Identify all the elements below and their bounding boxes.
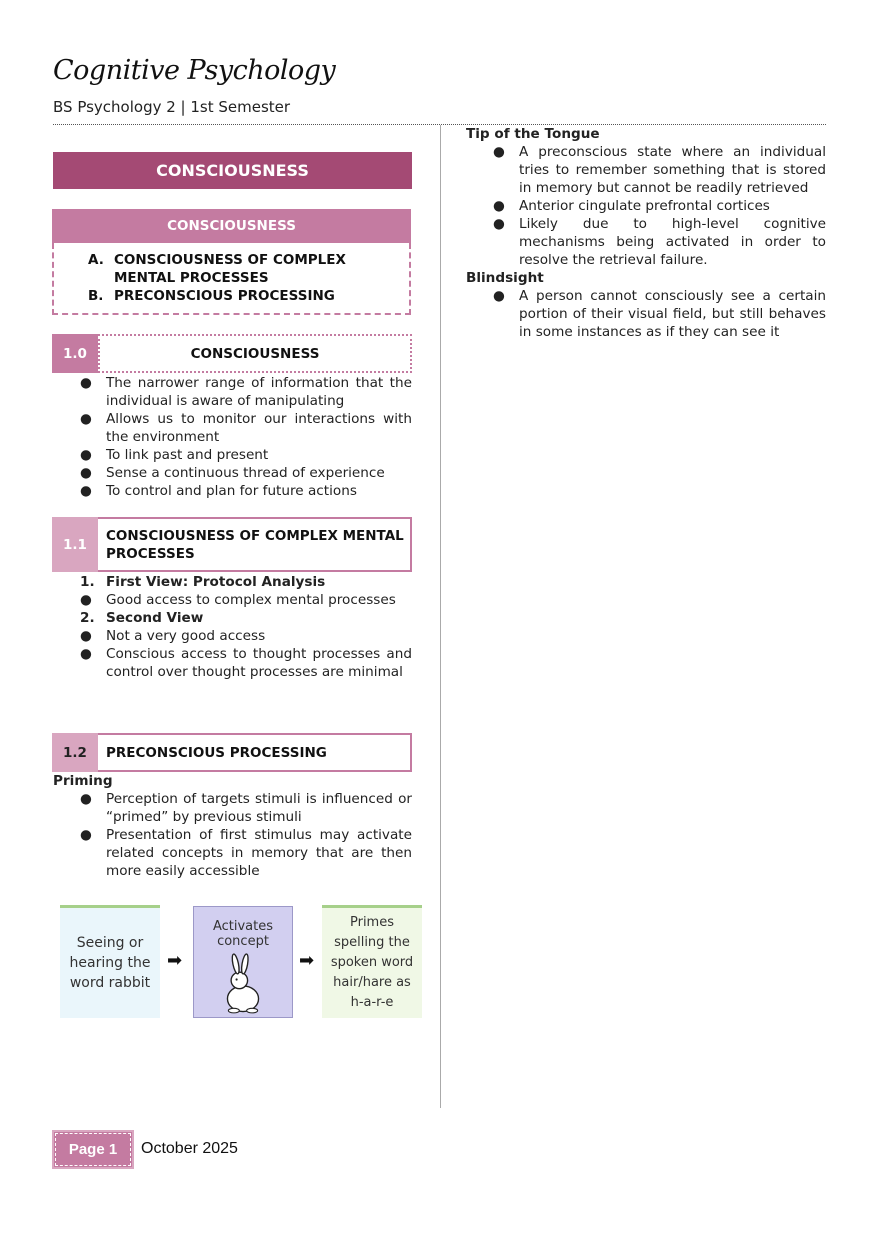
list-item: ● Likely due to high-level cognitive mechanisms being activated in order to resolve the retrieval failure.	[493, 216, 826, 268]
section-number-1-0: 1.0	[52, 334, 98, 373]
list-item: ● Presentation of first stimulus may activate related concepts in memory that are then more easily accessible	[80, 827, 412, 879]
blindsight-heading: Blindsight	[466, 270, 544, 286]
list-item: ● Good access to complex mental processes	[80, 592, 396, 608]
section-number-1-2: 1.2	[52, 733, 98, 772]
list-item: ● Anterior cingulate prefrontal cortices	[493, 198, 770, 214]
document-title: Cognitive Psychology	[53, 55, 336, 86]
list-item: ● A preconscious state where an individual tries to remember something that is stored in memory but cannot be readily retrieved	[493, 144, 826, 196]
list-item: ● Sense a continuous thread of experience	[80, 465, 385, 481]
chapter-banner: CONSCIOUSNESS	[53, 152, 412, 189]
list-item: ● A person cannot consciously see a certain portion of their visual field, but still behaves in some instances as if they can see it	[493, 288, 826, 340]
right-arrow-icon: ➡	[167, 950, 183, 971]
section-title-1-1: CONSCIOUSNESS OF COMPLEX MENTAL PROCESSES	[98, 517, 412, 572]
list-item: 1. First View: Protocol Analysis	[80, 574, 326, 590]
section-title-1-2: PRECONSCIOUS PROCESSING	[98, 733, 412, 772]
figure-card-concept: Activates concept	[193, 906, 293, 1018]
list-item: ● To link past and present	[80, 447, 269, 463]
list-item: ● Not a very good access	[80, 628, 266, 644]
page-number-badge: Page 1	[52, 1130, 134, 1169]
figure-card-primes: Primes spelling the spoken word hair/hare as h-a-r-e	[322, 905, 422, 1018]
column-divider	[440, 125, 441, 1108]
list-item: ● Conscious access to thought processes and control over thought processes are minimal	[80, 646, 412, 680]
right-arrow-icon: ➡	[299, 950, 315, 971]
tip-of-tongue-heading: Tip of the Tongue	[466, 126, 600, 142]
section-1-0-bullets	[53, 374, 412, 500]
figure-card-hearing: Seeing or hearing the word rabbit	[60, 905, 160, 1018]
toc-heading: CONSCIOUSNESS	[52, 209, 411, 243]
section-number-1-1: 1.1	[52, 517, 98, 572]
toc-item: A. CONSCIOUSNESS OF COMPLEX MENTAL PROCESSES	[88, 252, 346, 286]
document-subtitle: BS Psychology 2 | 1st Semester	[53, 98, 291, 116]
section-1-1-content	[53, 573, 412, 681]
footer-date: October 2025	[141, 1140, 238, 1157]
list-item: ● The narrower range of information that the individual is aware of manipulating	[80, 375, 412, 409]
section-1-2-content	[53, 772, 412, 880]
section-title-1-0: CONSCIOUSNESS	[98, 334, 412, 373]
list-item: ● Perception of targets stimuli is influenced or “primed” by previous stimuli	[80, 791, 412, 825]
rabbit-icon	[213, 953, 273, 1017]
list-item: ● Allows us to monitor our interactions with the environment	[80, 411, 412, 445]
list-item: 2. Second View	[80, 610, 204, 626]
right-column-content	[466, 125, 826, 341]
toc-item: B. PRECONSCIOUS PROCESSING	[88, 288, 335, 304]
priming-heading: Priming	[53, 773, 113, 789]
list-item: ● To control and plan for future actions	[80, 483, 357, 499]
toc-list	[88, 251, 378, 305]
